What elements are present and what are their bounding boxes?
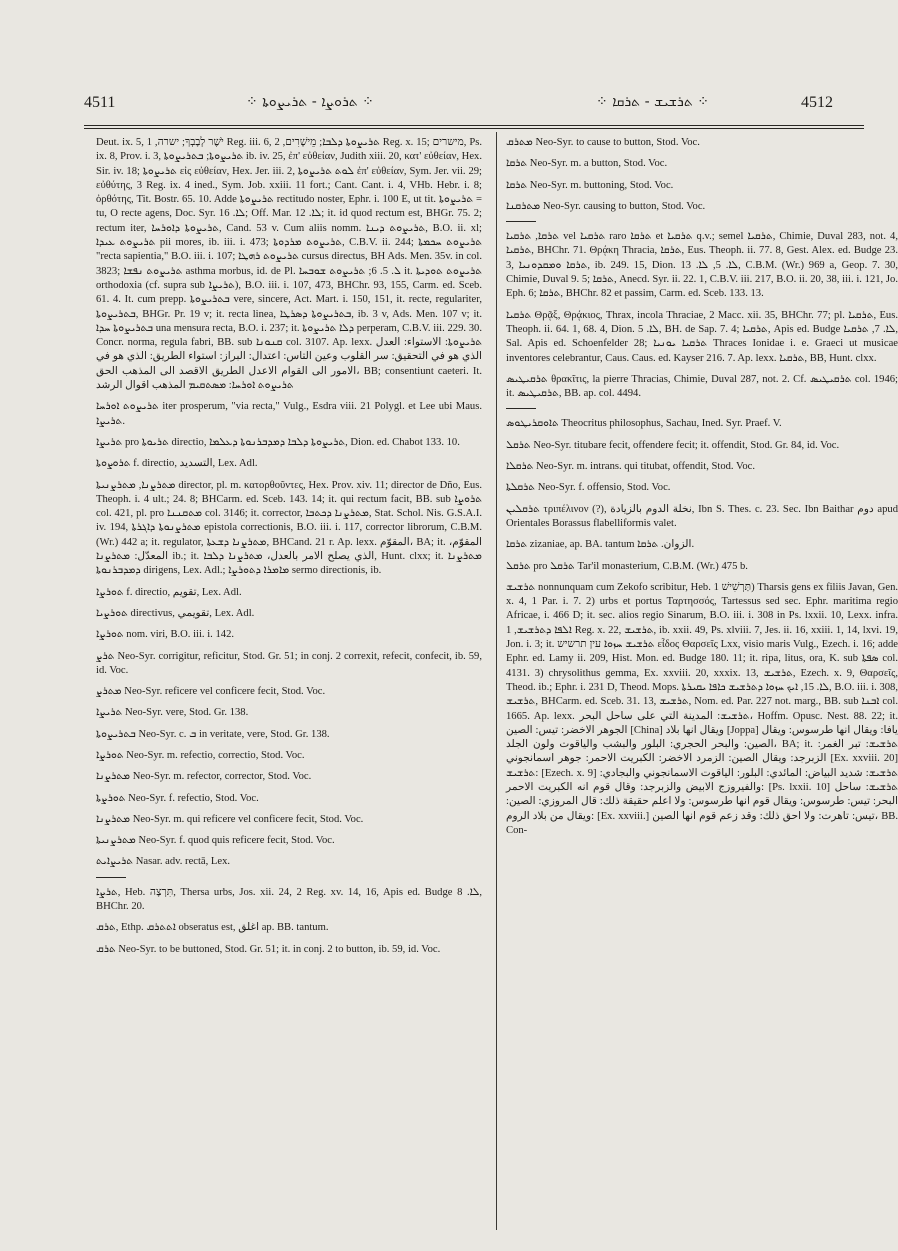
- dictionary-entry: ܡܬܪܨܢܐ, ܡܬܪܨܢܝܬܐ director, pl. m. κατορθοῦντες, Hex. Prov. xiv. 11; director de Dño, Eus. Theoph. i. 4 ult.; 24. 8; BHCarm. ed. Sceb. 143. 14; it. qui rectum facit, BB. sub ܬܪܘܨܐ col. 421, pl. pro ܡܬܩܢܢܐ col. 3146; it. corrector, ܡܬܪܨܢܐ ܕܟܬܒܐ, Stat. Schol. Nis. G.S.A.I. iv. 194, ܡܬܪܨܢܘܬܐ ܕܐܓܪܬܐ epistola correctionis, B.O. iii. i. 117, corrector librorum, C.B.M. (Wr.) 442 a; it. regulator, ܡܬܪܨܢܐ ܕܫܥܬܐ, BHCand. 21 r. Ap. lexx. المقوّم، BA; it. المقوّم، المعدّل: ܡܬܪܨܢܐ ib.; it. الذي يصلح الامر بالعدل، ܡܬܪܨܢܐ ܕܠܒܐ, Hunt. clxx; it. ܡܬܪܨܢܐ ܕܡܕܒܪܢܘܬܐ dirigens, Lex. Adl.; ܡܐܡܪܐ ܕܬܘܪܨܐ sermo directionis, ib.: [96, 479, 483, 577]
- dictionary-entry: ܡܬܪܨܢܐ Neo-Syr. m. qui reficere vel conficere fecit, Stod. Voc.: [96, 813, 364, 825]
- dictionary-entry: ܬܪܩܠ Neo-Syr. titubare fecit, offendere fecit; it. offendit, Stod. Gr. 84, id. Voc.: [506, 439, 840, 451]
- header-rule-double: [84, 128, 864, 129]
- dictionary-entry: ܬܪܘܨܘܬܐ f. directio, التسديد, Lex. Adl.: [96, 458, 258, 470]
- entry-separator: [506, 408, 536, 409]
- dictionary-entry: ܡܬܪܩܢܐ Neo-Syr. causing to button, Stod. Voc.: [506, 200, 706, 212]
- dictionary-entry: ܬܪܩܠܝܢ τριπέλινον (?), نخلة الدوم بالزيادة, Ibn S. Thes. c. 23. Sec. Ibn Baithar دوم apud Orientales Borassus flabelliformis valet.: [506, 503, 898, 529]
- column-divider: [496, 132, 497, 1230]
- dictionary-entry: ܬܪܩܐ Neo-Syr. m. a button, Stod. Voc.: [506, 158, 668, 170]
- left-page-number: 4511: [84, 94, 116, 111]
- dictionary-entry: ܬܪܩܐ Neo-Syr. m. buttoning, Stod. Voc.: [506, 179, 674, 191]
- dictionary-entry: ܬܪܩܠܬܐ Neo-Syr. f. offensio, Stod. Voc.: [506, 482, 671, 494]
- dictionary-entry: ܬܪܩ Neo-Syr. to be buttoned, Stod. Gr. 51; it. in conj. 2 to button, ib. 59, id. Voc.: [96, 943, 441, 955]
- page-header: [0, 94, 893, 118]
- header-rule: [84, 125, 864, 126]
- dictionary-entry: ܬܪܩܠ pro ܬܪܩܠ Tar'il monasterium, C.B.M. (Wr.) 475 b.: [506, 560, 748, 572]
- dictionary-entry: ܬܪܩܐ, ܬܪܩܝܐ vel ܬܪܩܝܐ raro ܬܪܩܐ et ܬܪܩܝܐ q.v.; semel ܬܪܩܝܐ, Chimie, Duval 283, not. 4, ܬܪܩܝܐ, BHChr. 71. Θρᾴκη Thracia, ܬܪܩܐ, Eus. Theoph. ii. 77. 8, Gest. Alex. ed. Budge 23. 3, ܬܪܩܐ ܘܡܩܕܘܢܝܐ, ib. 249. 15, Dion. ܠܐ. 5, ܠܐ. 13, C.B.M. (Wr.) 969 a, Geop. 7. 30, Chimie, Duval 9. 5; ܬܪܩܐ, Anecd. Syr. ii. 22. 1, C.B.V. iii. 217, B.O. ii. 20, 38, iii. i. 121, Jo. Eph. 6; ܬܪܩܐ, BHChr. 82 et passim, Carm. ed. Sceb. 133. 13.: [506, 231, 898, 300]
- dictionary-entry: ܬܪܨܐ, Heb. תִּרְצָה, Thersa urbs, Jos. xii. 24, 2 Reg. xv. 14, 16, Apis ed. Budge ܠܐ. 8, BHChr. 20.: [96, 886, 482, 913]
- dictionary-entry: ܡܬܪܨ Neo-Syr. reficere vel conficere fecit, Stod. Voc.: [96, 686, 326, 698]
- dictionary-entry: ܬܘܪܨܬܐ Neo-Syr. f. refectio, Stod. Voc.: [96, 792, 259, 804]
- dictionary-entry: ܬܪܩܝܛܝܣ θρακῖτις, la pierre Thracias, Chimie, Duval 287, not. 2. Cf. ܬܪܩܝܛܝܣ col. 1946; it. ܬܪܩܝܛܝܣ, BB. ap. col. 4494.: [506, 373, 898, 400]
- dictionary-entry: ܡܬܪܩ Neo-Syr. to cause to button, Stod. Voc.: [506, 137, 700, 148]
- dictionary-entry: ܬܘܪܨܝܐ directivus, تقويمي, Lex. Adl.: [96, 607, 255, 619]
- dictionary-entry: ܬܪܨ Neo-Syr. corrigitur, reficitur, Stod. Gr. 51; in conj. 2 correxit, refecit, confecit, ib. 59, id. Voc.: [96, 650, 482, 676]
- dictionary-entry: ܬܪܫܝܫ nonnunquam cum Zekofo scribitur, Heb. תַּרְשִׁישׁ 1) Tharsis gens ex filiis Javan, Gen. x. 4, 1 Par. i. 7. 2) urbs et portus Ταρτησσός, Tartessus sed sec. Ephr. maritima regio Africae, i. 466 D; it. sec. alios regio Sinarum, B.O. iii. i. 308 in Ps. lxxii. 10, Lexx. infra. ܐܠܦܐ ܕܬܪܫܝܫ, 1 Reg. x. 22, ܬܪܫܝܫ, ib. xxii. 49, Ps. xlviii. 7, Jes. ii. 16, xxiii. 1, 14, lxvi. 19, Jon. i. 3; it. ܬܪܫܝܫ ܚܙܘܐ עין תרשיש εἶδος Θαρσεῖς Lxx, visio maris Vulg., Ezech. i. 16; adde Ephr. ed. Lamy ii. 209, Hist. Mon. ed. Budge 180. 11; it. ripa, litus, ora, K. sub ܣܦܬܐ col. 4131. 3) chrysolithus gemma, Ex. xxviii. 20, xxxix. 13, ܬܪܫܝܫ, Ezech. x. 9, Θαρσεῖς, Theod. ib.; Ephr. i. 231 D, Theod. Mops. ܠܐ. 15, ܐܝܟ ܚܙܘܐ ܕܬܪܫܝܫ ܟܐܦܐ ܝܩܝܪܬܐ, B.O. iii. i. 308, ܬܪܫܝܫ, BHCarm. ed. Sceb. 31. 13, ܬܪܫܝܫ, Nom. ed. Par. 227 not. marg., BB. sub ܐܒܢܐ col. 1665. Ap. lexx. ܬܪܫܝܫ: المدينة التي على ساحل البحر، Hoffm. Opusc. Nest. 88. 22; it. الجوهر الاخضر: تيس: الصين [China] ويقال انها بلاد [Joppa] يافا: ويقال انها طرسوس: ويقال الصين: والبحر الحجري: البلور والبشب والياقوت ولون الجلد، BA; it. ܬܪܫܝܫ: تبر الغمر: الزبرجد: ويقال الصين: الزمرد الاخضر: الكبريت الاحمر: جوهر اسمانجوني [Ex. xxviii. 20] ܬܪܫܝܫ: [Ezech. x. 9] ܬܪܫܝܫ: شديد البياض: المائدي: البلور: الياقوت الاسمانجوني والبجادي: والفيروزج الابيض والزبرجد: وقال قوم انه الكبريت الاحمر: [Ps. lxxii. 10] ܬܪܫܝܫ: ساحل البحر: تيس: طرسوس: ويقال قوم انها طرسوس: ولا اعلم حقيقة ذلك: قال المروزي: الصين: ويقال من بلاد الروم: [Ex. xxviii.] تيس: تاهرت: ولا احق ذلك: وقد زعم قوم انها الصين، BB. Con-: [506, 581, 898, 836]
- right-running-head: ⁘ ܬܪܫܝܫ - ܬܪܩܐ ⁘: [596, 94, 709, 110]
- dictionary-entry: ܬܐܘܩܪܝܛܘܣ Theocritus philosophus, Sachau, Ined. Syr. Praef. V.: [506, 418, 782, 430]
- left-column: [96, 136, 482, 1234]
- dictionary-entry: Deut. ix. 5, יֹשֶׁר לְבָבְךָ; ישרה, 1 Reg. iii. 6, ܬܪܝܨܘܬܐ ܕܠܒܐ; מֵישָׁרִים, 2 Reg. x. 15; מישרים, Ps. ix. 8, Prov. i. 3, ܬܪܝܨܘܬܐ; ܒܬܪܝܨܘܬܐ ib. iv. 25, ἐπ' εὐθείαν, Judith xiii. 20, κατ' εὐθείαν, Hex. Sir. iv. 18; ܬܪܝܨܘܬܐ εἰς εὐθείαν, Hex. Jer. iii. 2, ܠܘܬ ܬܪܝܨܘܬܐ ἐπ' εὐθείαν, Sym. Jer. vii. 29; εὐθύτης, 3 Reg. ix. 4 ined., Sym. Job. xxiii. 11 fort.; Cant. Cant. i. 4, VHb. Hebr. i. 8; ὀρθότης, Tit. Bostr. 65. 10. Adde ܬܪܝܨܘܬܐ rectitudo noster, Ephr. i. 100 E, ut tit. ܬܪܝܨܘܬܐ = tu, O recte agens, Doc. Syr. ܠܐ. 16; Off. Mar. ܠܐ. 12; it. id quod rectum est, BHGr. 75. 2; rectum iter, ܬܪܝܨܘܬܐ ܕܐܘܪܚܐ, Cand. 53 v. Cum aliis nomm. ܬܪܝܨܘܬ ܕܝܢܐ, B.O. ii. xl; ܬܪܝܨܘܬ ܥܝܕܐ pii mores, ib. iii. i. 473; ܬܪܝܨܘܬ ܡܪܕܘܬܐ, C.B.V. ii. 244; ܬܪܝܨܘܬ ܚܟܡܬܐ "recta sapientia," B.O. iii. i. 107; ܬܪܝܨܘܬ ܪܗܛܐ cursus directus, BH Ads. Men. 35v. in col. 3823; ܬܪܝܨܘܬ ܢܦܫܐ asthma morbus, id. de Pl. ܠ. 5. 6; ܬܪܝܨܘܬ ܫܘܒܚܐ it. ܬܪܝܨܘܬ ܬܘܕܝܬܐ orthodoxia (cf. supra sub ܬܪܝܨܐ), B.O. iii. i. 107, 473, BHChr. 93, 155, Carm. ed. Sceb. 61. 4. It. cum prepp. ܒܬܪܝܨܘܬܐ vere, sincere, Act. Mart. i. 150, 151, it. recte, regulariter, ܒܬܪܝܨܘܬܐ, BHGr. Pr. 19 v; it. recta linea, ܒܬܪܝܨܘܬܐ ܕܣܪܛܐ, ib. 3 v, Ads. Men. 107 v; it. ܒܬܪܝܨܘܬܐ ܚܕܐ una mensura recta, B.O. i. 237; it. ܕܠܐ ܬܪܝܨܘܬܐ perperam, C.B.V. iii. 229. 30. Concr. norma, regula fabri, BB. sub ܩܢܘܢܐ col. 3107. Ap. lexx. ܬܪܝܨܘܬܐ: الاستواء: العدل الذي هو في التحقيق: سر القلوب وعين التاس: اعتدال: البراز: استواء الطريق: الذي هو في الامور الى القوام الاعدل الطريق الاقصد الى المذهب الحق، BB; consentiunt caeteri. It. ܬܪܝܨܘܬ ܐܘܪܚܐ: ܡܣܬܩܝܡ المذهب اقوال الرشد: [96, 137, 483, 392]
- dictionary-entry: ܬܪܝܨܐ Neo-Syr. vere, Stod. Gr. 138.: [96, 707, 249, 719]
- entry-separator: [506, 221, 536, 222]
- dictionary-entry: ܬܘܪܨܐ f. directio, تقويم, Lex. Adl.: [96, 586, 242, 598]
- entry-separator: [96, 877, 126, 878]
- dictionary-entry: ܬܘܪܨܐ nom. viri, B.O. iii. i. 142.: [96, 629, 235, 641]
- dictionary-entry: ܒܬܪܝܨܘܬܐ Neo-Syr. c. ܒ in veritate, vere, Stod. Gr. 138.: [96, 728, 330, 740]
- dictionary-entry: ܬܪܩܝܐ Θρᾷξ, Θρᾴκιος, Thrax, incola Thraciae, 2 Macc. xii. 35, BHChr. 77; pl. ܬܪܩܝܐ, Eus. Theoph. ii. 64. 1, 68. 4, Dion. ܠܐ. 5, BH. de Sap. 7. 4; ܬܪܩܝܐ, Apis ed. Budge ܠܐ. 7, ܬܪܩܝܐ, Sal. Apis ed. Schoenfelder 28; ܬܪܩܝܐ ܝܘܢܝܐ Thraces Ionidae i. e. Graeci ut musicae inventores celebrantur, Caus. Caus. ed. Kayser 216. 7. Ap. lexx. ܬܪܩܝܐ, BB, Hunt. clxx.: [506, 309, 898, 364]
- right-page-number: 4512: [801, 94, 833, 111]
- right-column: [506, 136, 898, 1234]
- dictionary-entry: ܬܪܩܠܐ Neo-Syr. m. intrans. qui titubat, offendit, Stod. Voc.: [506, 461, 755, 473]
- dictionary-entry: ܬܪܝܨܐ pro ܬܪܝܘܬܐ directio, ܬܪܝܨܘܬܐ ܕܠܒܐ ܕܡܕܒܪܢܘܬܐ ܕܥܠܡܐ, Dion. ed. Chabot 133. 10.: [96, 436, 460, 448]
- dictionary-entry: ܡܬܪܨܢܝܬܐ Neo-Syr. f. quod quis reficere fecit, Stod. Voc.: [96, 835, 335, 847]
- dictionary-entry: ܬܪܩ, Ethp. ܐܬܬܪܩ obseratus est, اغلق ap. BB. tantum.: [96, 922, 329, 934]
- dictionary-entry: ܬܪܝܨܐܝܬ Nasar. adv. rectā, Lex.: [96, 856, 231, 868]
- dictionary-entry: ܬܪܩܐ zizaniae, ap. BA. tantum الزوان. ܬܪܩܐ.: [506, 539, 695, 551]
- left-running-head: ⁘ ܬܪܘܨܐ - ܬܪܝܨܘܬܐ ⁘: [246, 94, 374, 110]
- dictionary-entry: ܡܬܪܨܢܐ Neo-Syr. m. refector, corrector, Stod. Voc.: [96, 771, 312, 783]
- dictionary-entry: ܬܪܝܨܘܬ ܐܘܪܚܐ iter prosperum, "via recta," Vulg., Esdra viii. 21 Polygl. et Lee ubi Maus. ܬܪܝܨܐ.: [96, 401, 482, 427]
- dictionary-entry: ܬܘܪܨܐ Neo-Syr. m. refectio, correctio, Stod. Voc.: [96, 749, 305, 761]
